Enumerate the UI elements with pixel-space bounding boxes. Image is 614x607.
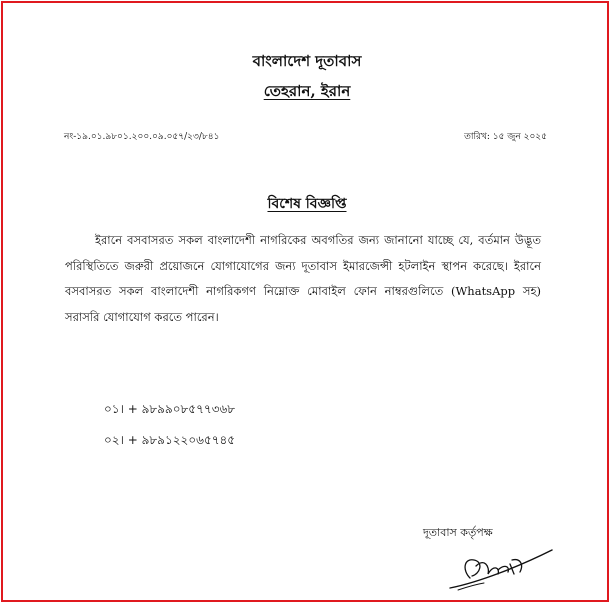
memo-number: নং-১৯.০১.৯৮০১.২০০.০৯.০৫৭/২৩/৮৪১ bbox=[64, 132, 220, 142]
signature-mark bbox=[440, 530, 560, 595]
notice-title-wrap bbox=[0, 192, 614, 216]
document-date: তারিখ: ১৫ জুন ২০২৫ bbox=[464, 132, 547, 142]
authority-label: দূতাবাস কর্তৃপক্ষ bbox=[423, 526, 493, 539]
embassy-heading: বাংলাদেশ দূতাবাস bbox=[252, 52, 362, 70]
notice-title: বিশেষ বিজ্ঞপ্তি bbox=[267, 196, 347, 212]
phone-number-1: ০১। + ৯৮৯৯০৮৫৭৭৩৬৮ bbox=[104, 402, 236, 416]
city-heading: তেহরান, ইরান bbox=[263, 82, 351, 100]
notice-body: ইরানে বসবাসরত সকল বাংলাদেশী নাগরিকের অবগতির জন্য জানানো যাচ্ছে যে, বর্তমান উদ্ভূত পরিস্থিতিতে জরুরী প্রয়োজনে যোগাযোগের জন্য দূতাবাস ইমারজেন্সী হটলাইন স্থাপন করেছে। ইরানে বসবাসরত সকল বাংলাদেশী নাগরিকগণ নিম্নোক্ত মোবাইল ফোন নাম্বরগুলিতে (WhatsApp সহ) সরাসরি যোগাযোগ করতে পারেন। bbox=[65, 233, 541, 324]
phone-number-2: ০২। + ৯৮৯১২২০৬৫৭৪৫ bbox=[104, 433, 236, 447]
city-heading-wrap bbox=[0, 80, 614, 105]
